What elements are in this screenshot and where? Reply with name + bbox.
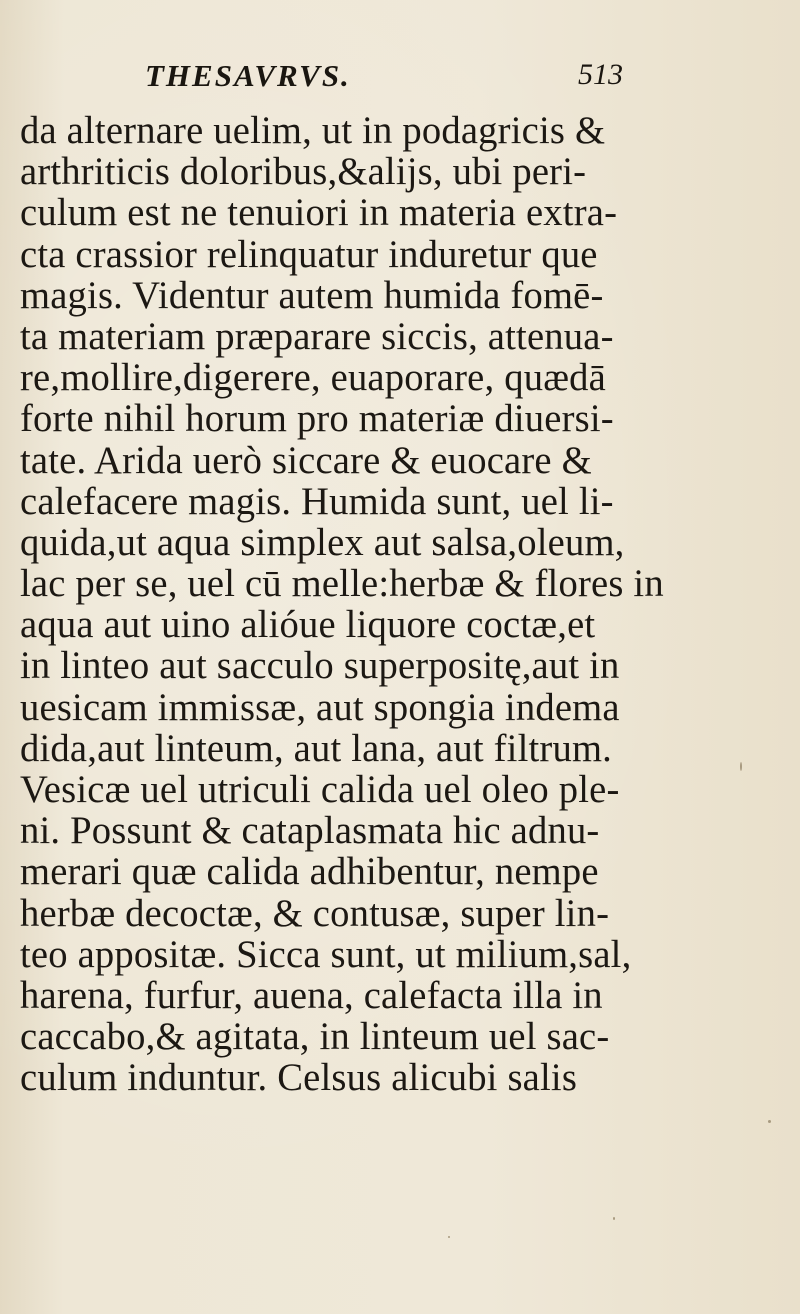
text-line: dida,aut linteum, aut lana, aut filtrum. [20, 726, 613, 770]
text-line: ta materiam præparare siccis, attenua- [20, 314, 614, 358]
page-number: 513 [578, 58, 623, 91]
text-line: da alternare uelim, ut in podagricis & [20, 109, 606, 152]
text-line: uesicam immissæ, aut spongia indema [20, 685, 620, 729]
text-line: Vesicæ uel utriculi calida uel oleo ple- [20, 768, 620, 811]
text-line: lac per se, uel cū melle:herbæ & flores in [20, 562, 664, 606]
text-line: in linteo aut sacculo superpositę,aut in [20, 644, 620, 688]
text-line: forte nihil horum pro materiæ diuersi- [20, 397, 614, 441]
text-line: quida,ut aqua simplex aut salsa,oleum, [20, 520, 625, 564]
paper-speck [740, 762, 742, 771]
body-text [20, 110, 790, 1099]
text-line: harena, furfur, auena, calefacta illa in [20, 973, 603, 1017]
running-head [0, 58, 800, 98]
text-line: caccabo,& agitata, in linteum uel sac- [20, 1015, 610, 1059]
text-line: tate. Arida uerò siccare & euocare & [20, 438, 592, 482]
text-line: re,mollire,digerere, euaporare, quædā [20, 356, 606, 400]
text-line: culum induntur. Celsus alicubi salis [20, 1056, 578, 1100]
text-line: aqua aut uino alióue liquore coctæ,et [20, 603, 596, 647]
text-line: ni. Possunt & cataplasmata hic adnu- [20, 809, 600, 853]
running-title: THESAVRVS. [145, 58, 351, 93]
text-line: culum est ne tenuiori in materia extra- [20, 191, 618, 235]
text-line: magis. Videntur autem humida fomē- [20, 273, 604, 317]
paper-speck [448, 1236, 450, 1238]
text-line: calefacere magis. Humida sunt, uel li- [20, 479, 614, 523]
text-line: arthriticis doloribus,&alijs, ubi peri- [20, 150, 587, 194]
paper-speck [613, 1217, 615, 1220]
text-line: cta crassior relinquatur induretur que [20, 232, 598, 276]
paper-speck [768, 1120, 771, 1123]
text-line: herbæ decoctæ, & contusæ, super lin- [20, 891, 610, 935]
text-line: merari quæ calida adhibentur, nempe [20, 850, 599, 894]
text-line: teo appositæ. Sicca sunt, ut milium,sal, [20, 932, 632, 976]
